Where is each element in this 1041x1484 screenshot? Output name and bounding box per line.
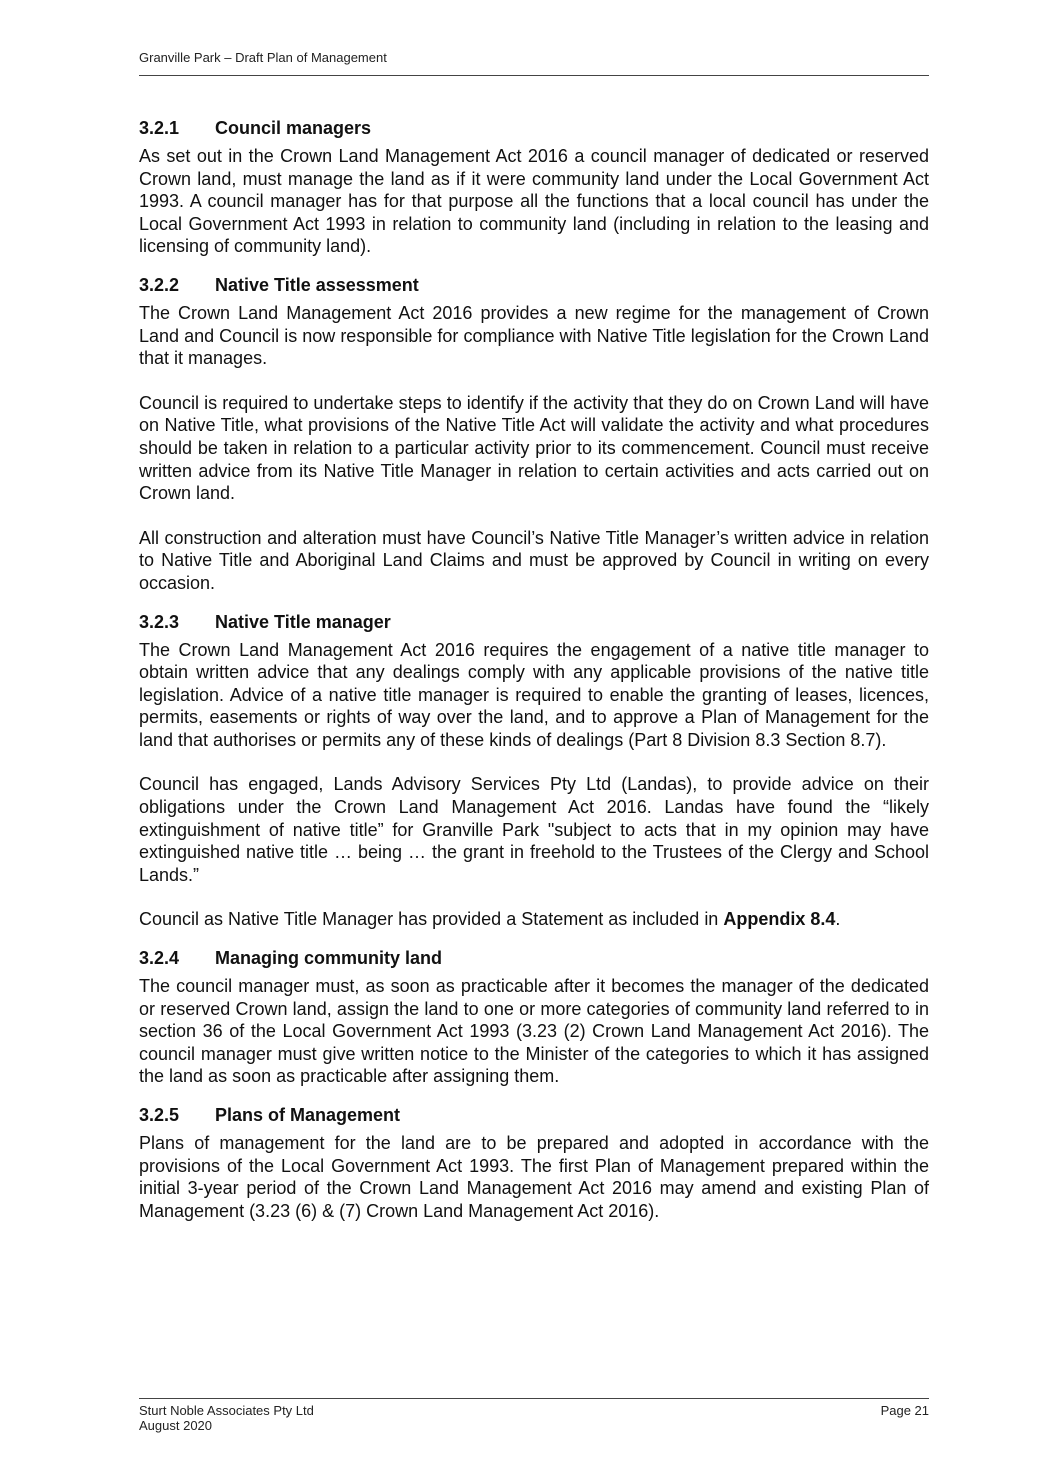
paragraph: Council has engaged, Lands Advisory Services Pty Ltd (Landas), to provide advice on their obligations under the Crown Land Management Act 2016. Landas have found the “likely extinguishment of native title” for Granville Park "subject to acts that in my opinion may have extinguished native title … being … the grant in freehold to the Trustees of the Clergy and School Lands.” bbox=[139, 774, 929, 885]
section-title: Native Title manager bbox=[215, 611, 391, 632]
paragraph bbox=[139, 908, 929, 931]
paragraph: The Crown Land Management Act 2016 requires the engagement of a native title manager to obtain written advice that any dealings comply with any applicable provisions of the native title legislation. Advice of a native title manager is required to enable the granting of leases, licences, permits, easements or rights of way over the land, and to approve a Plan of Management for the land that authorises or permits any of these kinds of dealings (Part 8 Division 8.3 Section 8.7). bbox=[139, 639, 929, 750]
paragraph: All construction and alteration must have Council’s Native Title Manager’s written advice in relation to Native Title and Aboriginal Land Claims and must be approved by Council in writing on every occasion. bbox=[139, 527, 929, 593]
section-number: 3.2.2 bbox=[139, 274, 180, 295]
section-number: 3.2.4 bbox=[139, 948, 180, 969]
paragraph: As set out in the Crown Land Management Act 2016 a council manager of dedicated or reserved Crown land, must manage the land as if it were community land under the Local Government Act 1993. A council manager has for that purpose all the functions that a local council has under the Local Government Act 1993 in relation to community land (including in relation to the leasing and licensing of community land). bbox=[139, 146, 929, 257]
footer-company: Sturt Noble Associates Pty Ltd bbox=[139, 1403, 314, 1418]
paragraph: Council is required to undertake steps to identify if the activity that they do on Crown Land will have on Native Title, what provisions of the Native Title Act will validate the activity and what procedures should be taken in relation to a particular activity prior to its commencement. Council must receive written advice from its Native Title Manager in relation to certain activities and acts carried out on Crown land. bbox=[139, 392, 929, 504]
paragraph-text: . bbox=[835, 909, 841, 930]
section-heading bbox=[139, 274, 929, 296]
footer-date: August 2020 bbox=[139, 1418, 213, 1433]
paragraph: Plans of management for the land are to be prepared and adopted in accordance with the provisions of the Local Government Act 1993. The first Plan of Management prepared within the initial 3-year period of the Crown Land Management Act 2016 may amend and existing Plan of Management (3.23 (6) & (7) Crown Land Management Act 2016). bbox=[139, 1133, 929, 1221]
footer-info bbox=[139, 1403, 314, 1433]
page-header-title: Granville Park – Draft Plan of Management bbox=[139, 50, 387, 65]
paragraph-text: Council as Native Title Manager has provided a Statement as included in bbox=[139, 909, 724, 930]
section-title: Native Title assessment bbox=[215, 274, 419, 295]
section-heading bbox=[139, 117, 929, 139]
footer-divider bbox=[139, 1398, 929, 1399]
section-heading bbox=[139, 1104, 929, 1126]
appendix-reference: Appendix 8.4 bbox=[723, 909, 836, 930]
section-heading bbox=[139, 611, 929, 633]
paragraph: The Crown Land Management Act 2016 provides a new regime for the management of Crown Land and Council is now responsible for compliance with Native Title legislation for the Crown Land that it manages. bbox=[139, 302, 929, 369]
page-number: Page 21 bbox=[880, 1403, 929, 1418]
section-heading bbox=[139, 947, 929, 969]
section-title: Plans of Management bbox=[215, 1105, 401, 1125]
section-number: 3.2.5 bbox=[139, 1105, 180, 1125]
section-title: Managing community land bbox=[215, 948, 443, 969]
section-title: Council managers bbox=[215, 118, 372, 138]
section-number: 3.2.1 bbox=[139, 118, 180, 138]
paragraph: The council manager must, as soon as practicable after it becomes the manager of the dedicated or reserved Crown land, assign the land to one or more categories of community land referred to in section 36 of the Local Government Act 1993 (3.23 (2) Crown Land Management Act 2016). The council manager must give written notice to the Minister of the categories to which it has assigned the land as soon as practicable after assigning them. bbox=[139, 976, 929, 1087]
header-divider bbox=[139, 75, 929, 76]
section-number: 3.2.3 bbox=[139, 611, 180, 632]
document-body bbox=[139, 117, 929, 1244]
